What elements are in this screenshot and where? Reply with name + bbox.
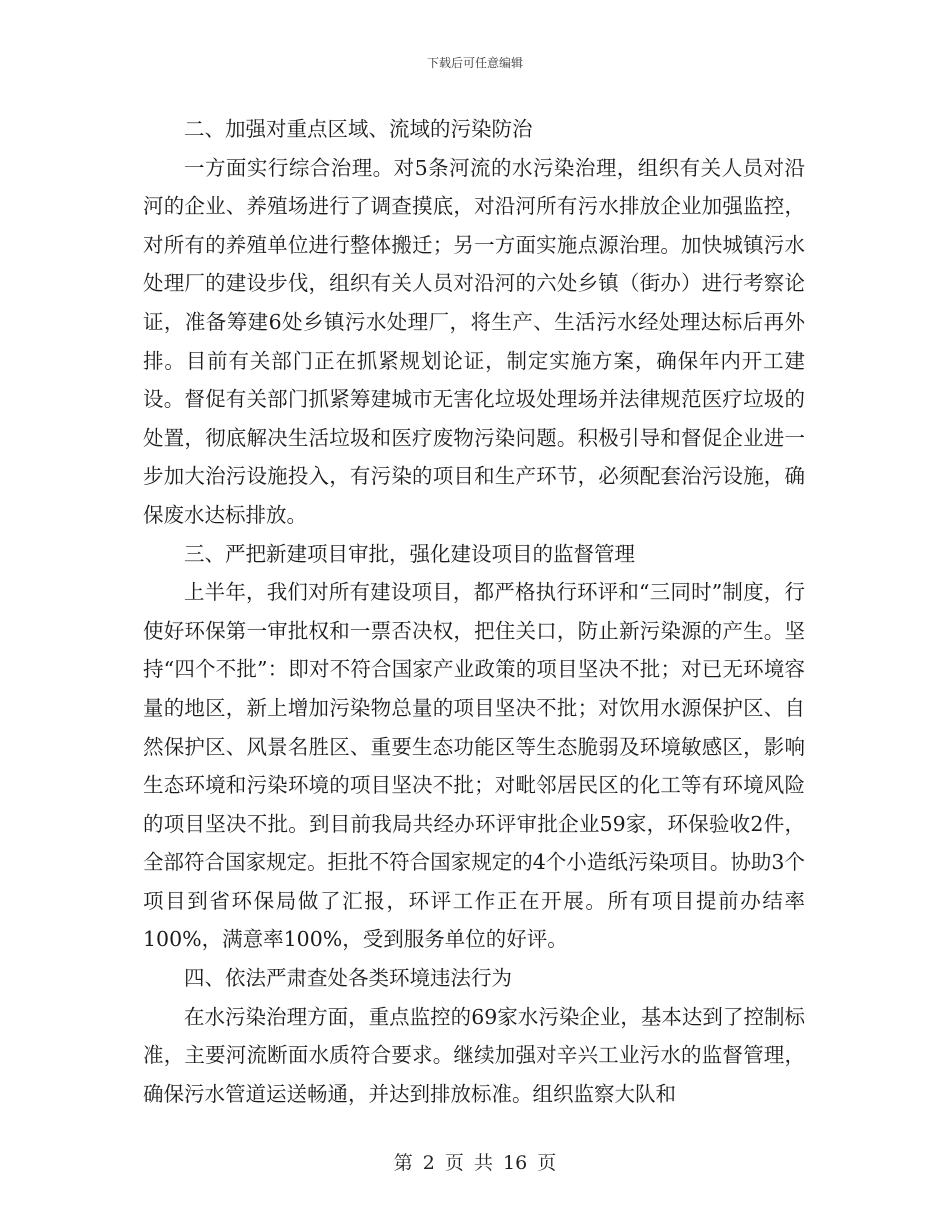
footer-suffix: 页	[537, 1152, 557, 1174]
section-heading-4: 四、依法严肃查处各类环境违法行为	[184, 966, 512, 991]
page-header: 下载后可任意编辑	[426, 56, 523, 70]
footer-total-word: 共	[473, 1152, 493, 1174]
footer-prefix: 第	[393, 1152, 413, 1174]
paragraph: 在水污染治理方面，重点监控的69家水污染企业，基本达到了控制标准，主要河流断面水质符合要求。继续加强对辛兴工业污水的监督管理，确保污水管道运送畅通，并达到排放标准。组织监察大队和	[143, 1004, 805, 1106]
current-page-number: 2	[422, 1152, 435, 1174]
section-heading-3: 三、严把新建项目审批，强化建设项目的监督管理	[184, 541, 635, 566]
total-page-count: 16	[503, 1152, 528, 1174]
footer-page-word: 页	[444, 1152, 464, 1174]
page-footer	[0, 1148, 950, 1175]
paragraph: 上半年，我们对所有建设项目，都严格执行环评和“三同时”制度，行使好环保第一审批权和一票否决权，把住关口，防止新污染源的产生。坚持“四个不批”：即对不符合国家产业政策的项目坚决不批；对已无环境容量的地区，新上增加污染物总量的项目坚决不批；对饮用水源保护区、自然保护区、风景名胜区、重要生态功能区等生态脆弱及环境敏感区，影响生态环境和污染环境的项目坚决不批；对毗邻居民区的化工等有环境风险的项目坚决不批。到目前我局共经办环评审批企业59家，环保验收2件，全部符合国家规定。拒批不符合国家规定的4个小造纸污染项目。协助3个项目到省环保局做了汇报，环评工作正在开展。所有项目提前办结率100%，满意率100%，受到服务单位的好评。	[143, 580, 805, 952]
paragraph: 一方面实行综合治理。对5条河流的水污染治理，组织有关人员对沿河的企业、养殖场进行了调查摸底，对沿河所有污水排放企业加强监控，对所有的养殖单位进行整体搬迁；另一方面实施点源治理。加快城镇污水处理厂的建设步伐，组织有关人员对沿河的六处乡镇（街办）进行考察论证，准备筹建6处乡镇污水处理厂，将生产、生活污水经处理达标后再外排。目前有关部门正在抓紧规划论证，制定实施方案，确保年内开工建设。督促有关部门抓紧筹建城市无害化垃圾处理场并法律规范医疗垃圾的处置，彻底解决生活垃圾和医疗废物污染问题。积极引导和督促企业进一步加大治污设施投入，有污染的项目和生产环节，必须配套治污设施，确保废水达标排放。	[143, 155, 805, 527]
document-body	[143, 110, 805, 1113]
section-heading-2: 二、加强对重点区域、流域的污染防治	[184, 117, 533, 141]
